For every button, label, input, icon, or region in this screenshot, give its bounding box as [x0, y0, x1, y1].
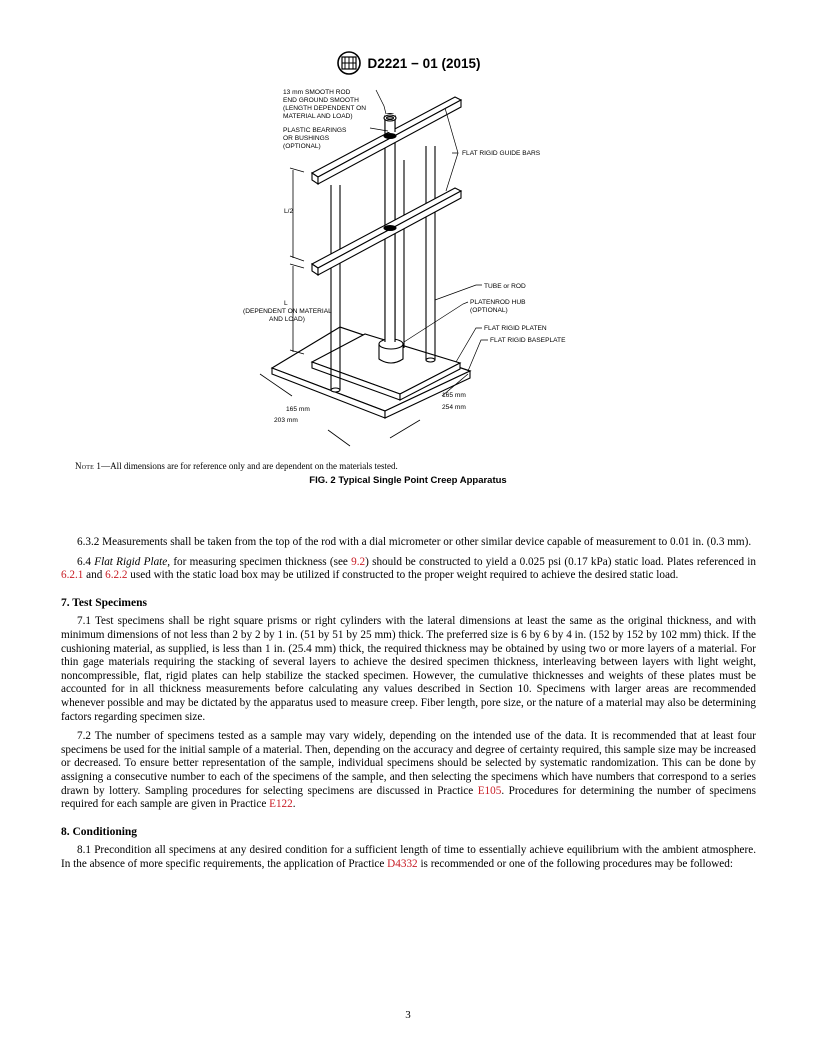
link-6-2-1[interactable]: 6.2.1 — [61, 569, 84, 582]
post-middle — [395, 160, 404, 348]
note-label: Note 1 — [75, 461, 102, 471]
label-baseplate: FLAT RIGID BASEPLATE — [490, 337, 566, 344]
label-platen: FLAT RIGID PLATEN — [484, 325, 547, 332]
figure-caption: FIG. 2 Typical Single Point Creep Apparatus — [309, 475, 507, 486]
body-text — [61, 536, 756, 877]
label-hub-1: PLATENROD HUB — [470, 299, 526, 306]
label-length-2: (DEPENDENT ON MATERIAL — [243, 308, 332, 315]
heading-test-specimens: 7. Test Specimens — [61, 596, 147, 609]
label-bearings-1: PLASTIC BEARINGS — [283, 127, 347, 134]
paragraph-8-1: 8.1 Precondition all specimens at any desired condition for a sufficient length of time to essentially achieve equilibrium with the ambient atmosphere. In the absence of more specific requirements, the application of Practice D4332 is recommended or one of the following procedures may be followed: — [61, 844, 756, 870]
label-rod-2: END GROUND SMOOTH — [283, 97, 359, 104]
label-half-length: L/2 — [284, 208, 294, 215]
creep-apparatus-diagram — [220, 78, 600, 463]
paragraph-7-2: 7.2 The number of specimens tested as a sample may vary widely, depending on the intended use of the data. It is recommended that at least four specimens be used for the initial sample of a material. Then, depending on the accuracy and degree of certainty required, this sample size may be increased or decreased. To ensure better representation of the sample, individual specimens should be selected by systematic randomization. This can be done by assigning a consecutive number to each of the specimens of the sample, and then selecting the specimens which have numbers that correspond to a series drawn by lottery. Sampling procedures for selecting specimens are discussed in Practice E105. Procedures for determining the number of specimens required for each sample are given in Practice E122. — [61, 730, 756, 811]
post-back-right — [426, 146, 435, 360]
astm-logo-icon — [336, 50, 362, 76]
paragraph-7-1: 7.1 Test specimens shall be right square prisms or right cylinders with the lateral dimensions at least the same as the original thickness, and with minimum dimensions of not less than 2 by 2 by 1 in. (51 by 51 by 25 mm) thick. The preferred size is 6 by 6 by 4 in. (152 by 152 by 102 mm) thick. If the cushioning material, as supplied, is less than 1 in. (25.4 mm) thick, the required thickness may be obtained by using two or more layers of a material. For thin gage materials requiring the stacking of several layers to achieve the desired specimen thickness, interleaving between layers with light weight, noncompressible, flat, rigid plates can help stabilize the stacked specimen. However, the cumulative thicknesses and weights of these plates must be accounted for in all thickness measurements before calculating any values described in Section 10. Specimens with larger areas are recommended whenever possible and may be dictated by the apparatus used to measure creep. Fiber length, pore size, or the nature of a material may also be determining factors regarding specimen size. — [61, 615, 756, 723]
label-rod-3: (LENGTH DEPENDENT ON — [283, 105, 367, 112]
page-number: 3 — [405, 1009, 411, 1021]
label-bearings-2: OR BUSHINGS — [283, 135, 330, 142]
term-flat-rigid-plate: Flat Rigid Plate, — [94, 555, 171, 568]
label-tube: TUBE or ROD — [484, 283, 526, 290]
link-d4332[interactable]: D4332 — [387, 857, 418, 870]
note-text: —All dimensions are for reference only and are dependent on the materials tested. — [101, 461, 398, 471]
link-6-2-2[interactable]: 6.2.2 — [105, 569, 128, 582]
label-rod-1: 13 mm SMOOTH ROD — [283, 89, 351, 96]
paragraph-6-4: 6.4 Flat Rigid Plate, for measuring specimen thickness (see 9.2) should be constructed to yield a 0.025 psi (0.17 kPa) static load. Plates referenced in 6.2.1 and 6.2.2 used with the static load box may be utilized if constructed to the proper weight required to achieve the desired static load. — [61, 555, 757, 582]
document-designation: D2221 − 01 (2015) — [367, 55, 481, 71]
label-dim-254: 254 mm — [442, 404, 466, 411]
label-hub-2: (OPTIONAL) — [470, 307, 508, 314]
label-rod-4: MATERIAL AND LOAD) — [283, 113, 353, 120]
link-e105[interactable]: E105 — [477, 784, 502, 797]
label-dim-165-right: 165 mm — [442, 392, 466, 399]
page-header — [0, 50, 816, 76]
label-dim-203: 203 mm — [274, 417, 298, 424]
label-dim-165-left: 165 mm — [286, 406, 310, 413]
label-length-1: L — [284, 300, 288, 307]
creep-apparatus-figure — [220, 78, 600, 463]
heading-conditioning: 8. Conditioning — [61, 825, 138, 838]
link-e122[interactable]: E122 — [269, 798, 293, 811]
label-bearings-3: (OPTIONAL) — [283, 143, 321, 150]
paragraph-6-3-2: 6.3.2 Measurements shall be taken from the top of the rod with a dial micrometer or other similar device capable of measurement to 0.01 in. (0.3 mm). — [77, 536, 752, 548]
figure-note — [75, 461, 398, 471]
label-guide-bars: FLAT RIGID GUIDE BARS — [462, 150, 541, 157]
link-9-2[interactable]: 9.2 — [351, 555, 366, 568]
label-length-3: AND LOAD) — [269, 316, 305, 323]
